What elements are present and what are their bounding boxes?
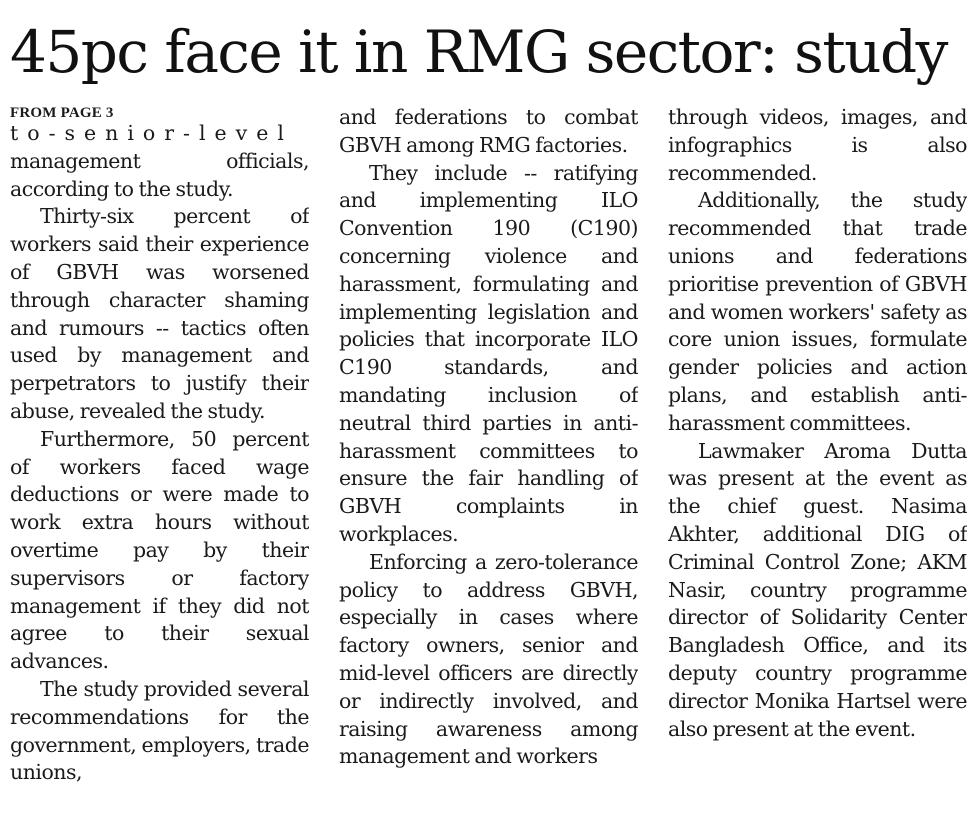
paragraph-text: management officials, according to the study. bbox=[10, 148, 309, 201]
paragraph-lead: to-senior-level bbox=[10, 121, 293, 145]
article-paragraph: The study provided several recommendations for the government, employers, trade unions, bbox=[10, 676, 309, 785]
article-paragraph: Additionally, the study recommended that trade unions and federations prioritise prevention of GBVH and women workers' safety as core union issues, formulate gender policies and action plans, and establish anti-harassment committees. bbox=[668, 188, 967, 435]
article-paragraph: Furthermore, 50 percent of workers faced wage deductions or were made to work extra hours without overtime pay by their supervisors or factory management if they did not agree to their sexual advances. bbox=[10, 426, 309, 674]
article-paragraph: They include -- ratifying and implementing ILO Convention 190 (C190) concerning violence and harassment, formulating and implementing legislation and policies that incorporate ILO C190 standards, and mandating inclusion of neutral third parties in anti-harassment committees to ensure the fair handling of GBVH complaints in workplaces. bbox=[339, 160, 638, 546]
jump-label: FROM PAGE 3 bbox=[10, 105, 114, 121]
article-paragraph: Lawmaker Aroma Dutta was present at the event as the chief guest. Nasima Akhter, additional DIG of Criminal Control Zone; AKM Nasir, country programme director of Solidarity Center Bangladesh Office, and its deputy country programme director Monika Hartsel were also present at the event. bbox=[668, 438, 967, 741]
article-column-3 bbox=[668, 104, 967, 840]
article-paragraph: through videos, images, and infographics is also recommended. bbox=[668, 105, 967, 185]
article-paragraph: Enforcing a zero-tolerance policy to address GBVH, especially in cases where factory owners, senior and mid-level officers are directly or indirectly involved, and raising awareness among management and workers bbox=[339, 549, 638, 769]
headline: 45pc face it in RMG sector: study bbox=[10, 18, 947, 86]
article-paragraph: Thirty-six percent of workers said their experience of GBVH was worsened through character shaming and rumours -- tactics often used by management and perpetrators to justify their abuse, revealed the study. bbox=[10, 204, 309, 423]
article-column-2 bbox=[339, 104, 638, 840]
article-paragraph: and federations to combat GBVH among RMG factories. bbox=[339, 105, 638, 157]
article-column-1 bbox=[10, 104, 309, 840]
article-paragraph bbox=[10, 120, 309, 203]
